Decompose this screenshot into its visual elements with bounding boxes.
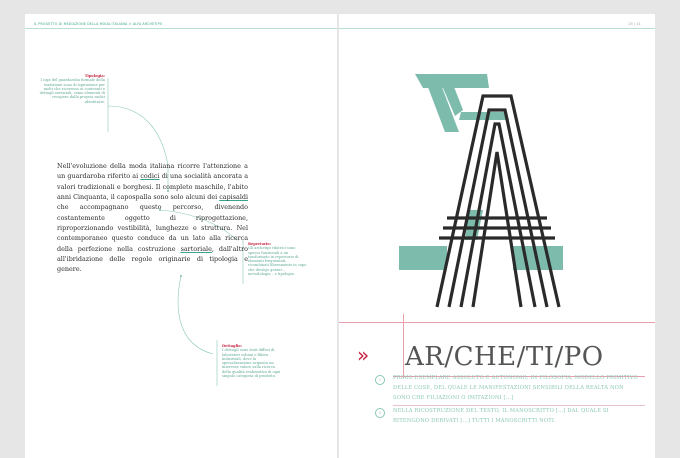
body-text-run: , dall'altro all'ibridazione delle regole originarie di tipologia e genere. xyxy=(57,244,248,274)
right-page xyxy=(339,14,655,458)
note-body: I capi del guardaroba formale della tradizione sono di ispirazione per molti che ricorrono ai contenuti e dettagli sartoriali, come elementi di recupero dalla propria radici identitarie. xyxy=(39,78,105,104)
running-head-left: IL PROGETTO DI MEDIAZIONE DELLA MODA ITALIANA > ALFA ARCHETIPO xyxy=(34,22,163,26)
headword xyxy=(357,342,647,372)
note-tipologia xyxy=(37,74,105,104)
definition-1: PRIMO ESEMPLARE ASSOLUTO E AUTONOMO; IN FILOSOFIA, MODELLO PRIMITIVO DELLE COSE, DEL QUALE LE MANIFESTAZIONI SENSIBILI DELLA REALTÀ NON SONO CHE FILIAZIONI O IMITAZIONI [...] xyxy=(393,375,638,402)
note-title: Dettaglio: xyxy=(222,344,243,348)
big-letter-a-art xyxy=(397,72,567,312)
header-rule-right xyxy=(339,28,655,29)
left-page xyxy=(25,14,337,458)
note-title: Repertorio: xyxy=(248,242,272,246)
word-rule-top xyxy=(339,322,655,323)
connector-sartoriale xyxy=(178,276,213,354)
body-text-run: di una socialità ancorata a valori tradizionali e borghesi. Il completo maschile, l'abito anni Cinquanta, il capospalla sono solo alcuni dei xyxy=(57,172,249,202)
definition-number: 1 xyxy=(375,375,385,385)
term-codici[interactable]: codici xyxy=(140,172,160,181)
note-title: Tipologia: xyxy=(84,74,105,78)
running-head-right: 29 | 41 xyxy=(628,22,641,26)
body-paragraph xyxy=(57,161,248,275)
headword-text: AR/CHE/TI/PO xyxy=(405,342,604,372)
double-chevron-icon: » xyxy=(357,343,370,367)
note-repertorio xyxy=(248,242,308,276)
definition-2: NELLA RICOSTRUZIONE DEL TESTO, IL MANOSCRITTO [...] DAL QUALE SI RITENGONO DERIVATI [...] TUTTI I MANOSCRITTI NOTI. xyxy=(393,408,609,425)
body-text-run: Nell'evoluzione della moda italiana ricorre l'attenzione a un guardaroba riferito ai xyxy=(57,162,248,181)
note-dettaglio xyxy=(222,344,284,378)
term-sartoriale[interactable]: sartoriale xyxy=(180,244,212,253)
body-text-run: che accompagnano questo percorso, divenendo costantemente oggetto di riprogettazione, riproporzionando vestibilità, lunghezze e struttura. Nel contemporaneo questo conduce da un lato alla ricerca della perfezione nella costruzione xyxy=(57,203,248,253)
note-body: I dettagli sono stati diffusi di laboratori urbani e filiera industriali, dove la specializzazione acquista un interesse valore sulla ricerca della qualità realizzativa di ogni singolo categoria di prodotto. xyxy=(222,348,281,379)
definition-number: 2 xyxy=(375,408,385,418)
term-capisaldi[interactable]: capisaldi xyxy=(219,193,248,202)
note-body: Gli archetipi vilatrici sono spesso funzionali a un trasformato in repertorio di elementi frequentati, ricombinati liberamente in capo che divulgo generi – metodologia – e tipologia. xyxy=(248,246,307,277)
